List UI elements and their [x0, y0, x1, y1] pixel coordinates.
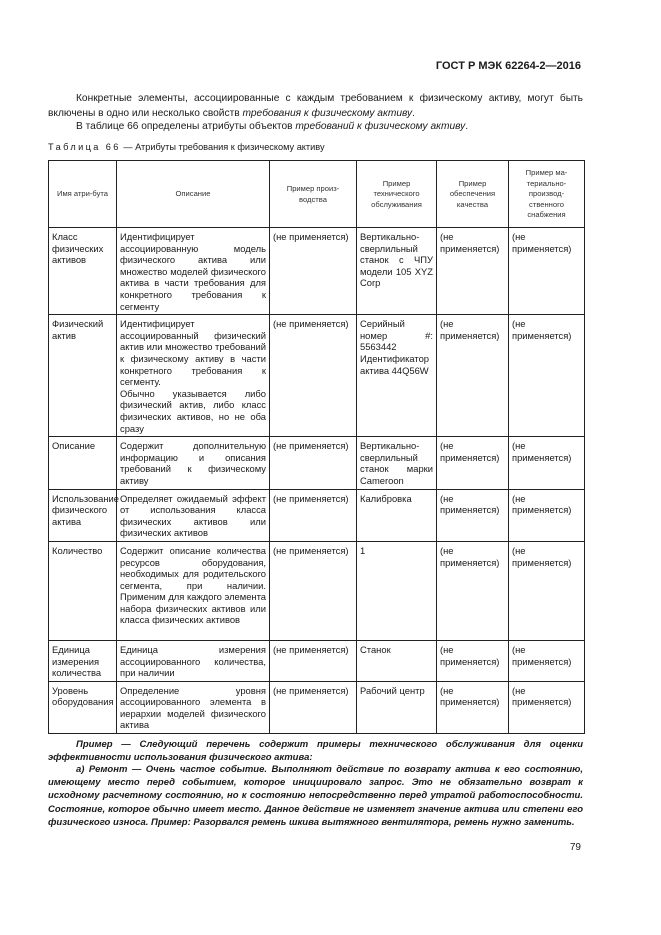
cell-attribute-name: Уровень оборудования — [49, 681, 117, 733]
cell-description: Единица измерения ассоциированного количества, при наличии — [117, 640, 270, 681]
cell-inventory: (не применяется) — [509, 640, 585, 681]
cell-inventory: (не применяется) — [509, 681, 585, 733]
cell-description: Определение уровня ассоциированного элемента в иерархии моделей физического актива — [117, 681, 270, 733]
p2-text: В таблице 66 определены атрибуты объектов — [76, 121, 296, 132]
cell-description: Содержит описание количества ресурсов оборудования, необходимых для родительского сегмента, при наличии. Применим для каждого элемента набора физических активов или класса физических активов — [117, 541, 270, 640]
cell-quality: (не применяется) — [437, 489, 509, 541]
cell-production: (не применяется) — [270, 541, 357, 640]
cell-maintenance: Серийный номер #: 5563442 Идентификатор актива 44Q56W — [357, 315, 437, 437]
cell-maintenance: Станок — [357, 640, 437, 681]
cell-quality: (не применяется) — [437, 437, 509, 489]
intro-paragraph-1 — [48, 92, 583, 121]
p1-italic: требования к физическому активу — [242, 107, 413, 119]
cell-inventory: (не применяется) — [509, 315, 585, 437]
cell-production: (не применяется) — [270, 640, 357, 681]
cell-attribute-name: Использование физического актива — [49, 489, 117, 541]
cell-description: Идентифицирует ассоциированную модель физического актива или множество моделей физического актива в части требования для конкретного требования к сегменту — [117, 228, 270, 315]
intro-paragraph-2 — [48, 120, 583, 135]
header-name: Имя атри-бута — [49, 161, 117, 228]
cell-quality: (не применяется) — [437, 315, 509, 437]
cell-production: (не применяется) — [270, 437, 357, 489]
table-header-row — [49, 161, 585, 228]
cell-inventory: (не применяется) — [509, 228, 585, 315]
cell-quality: (не применяется) — [437, 541, 509, 640]
header-production: Пример произ-водства — [270, 161, 357, 228]
header-description: Описание — [117, 161, 270, 228]
cell-attribute-name: Класс физических активов — [49, 228, 117, 315]
document-code: ГОСТ Р МЭК 62264-2—2016 — [435, 60, 581, 72]
cell-attribute-name: Физический актив — [49, 315, 117, 437]
p2-italic: требований к физическому активу — [295, 121, 466, 132]
cell-maintenance: Калибровка — [357, 489, 437, 541]
p1-text: Конкретные элементы, ассоциированные с каждым требованием к физическому активу, могут быть включены в одно или несколько свойств — [48, 93, 583, 119]
table-row — [49, 315, 585, 437]
example-item-repair: а) Ремонт — Очень частое событие. Выполняют действие по возврату актива к его состоянию, имеющему место перед событием, которое инициировало запрос. Это не обязательно возврат к исходному расчетному состоянию, но к состоянию непосредственно перед утратой работоспособности. Состояние, которое обычно имеет место. Данное действие не изменяет значение актива или степени его физического износа. Пример: Разорвался ремень шкива вытяжного вентилятора, ремень нужно заменить. — [48, 764, 583, 828]
table-row — [49, 489, 585, 541]
table-row — [49, 541, 585, 640]
cell-quality: (не применяется) — [437, 228, 509, 315]
cell-description: Содержит дополнительную информацию и описания требований к физическому активу — [117, 437, 270, 489]
example-intro: Пример — Следующий перечень содержит примеры технического обслуживания для оценки эффективности использования физического актива: — [48, 739, 583, 764]
header-quality: Пример обеспечения качества — [437, 161, 509, 228]
cell-production: (не применяется) — [270, 681, 357, 733]
cell-maintenance: Рабочий центр — [357, 681, 437, 733]
attributes-table — [48, 160, 585, 734]
cell-description: Определяет ожидаемый эффект от использования класса физических активов или физических активов — [117, 489, 270, 541]
table-row — [49, 437, 585, 489]
cell-description: Идентифицирует ассоциированный физический актив или множество требований к физическому активу в части конкретного требования к сегменту. Обычно указывается либо физический актив, либо класс физических активов, но не оба сразу — [117, 315, 270, 437]
cell-inventory: (не применяется) — [509, 437, 585, 489]
table-row — [49, 681, 585, 733]
table-caption — [48, 142, 325, 152]
cell-production: (не применяется) — [270, 228, 357, 315]
cell-quality: (не применяется) — [437, 681, 509, 733]
p1-end: . — [412, 107, 415, 119]
cell-inventory: (не применяется) — [509, 489, 585, 541]
cell-attribute-name: Единица измерения количества — [49, 640, 117, 681]
cell-production: (не применяется) — [270, 315, 357, 437]
cell-inventory: (не применяется) — [509, 541, 585, 640]
table-row — [49, 228, 585, 315]
p2-end: . — [465, 121, 469, 132]
cell-quality: (не применяется) — [437, 640, 509, 681]
header-maintenance: Пример технического обслуживания — [357, 161, 437, 228]
cell-maintenance: Вертикально-сверлильный станок марки Cameroon — [357, 437, 437, 489]
table-row — [49, 640, 585, 681]
cell-maintenance: Вертикально-сверлильный станок с ЧПУ модели 105 XYZ Corp — [357, 228, 437, 315]
table-caption-text: — Атрибуты требования к физическому активу — [120, 142, 325, 152]
header-inventory: Пример ма-териально-производ-ственного снабжения — [509, 161, 585, 228]
cell-maintenance: 1 — [357, 541, 437, 640]
cell-production: (не применяется) — [270, 489, 357, 541]
cell-attribute-name: Описание — [49, 437, 117, 489]
table-caption-label: Таблица 66 — [48, 142, 121, 152]
cell-attribute-name: Количество — [49, 541, 117, 640]
page-number: 79 — [569, 842, 581, 853]
